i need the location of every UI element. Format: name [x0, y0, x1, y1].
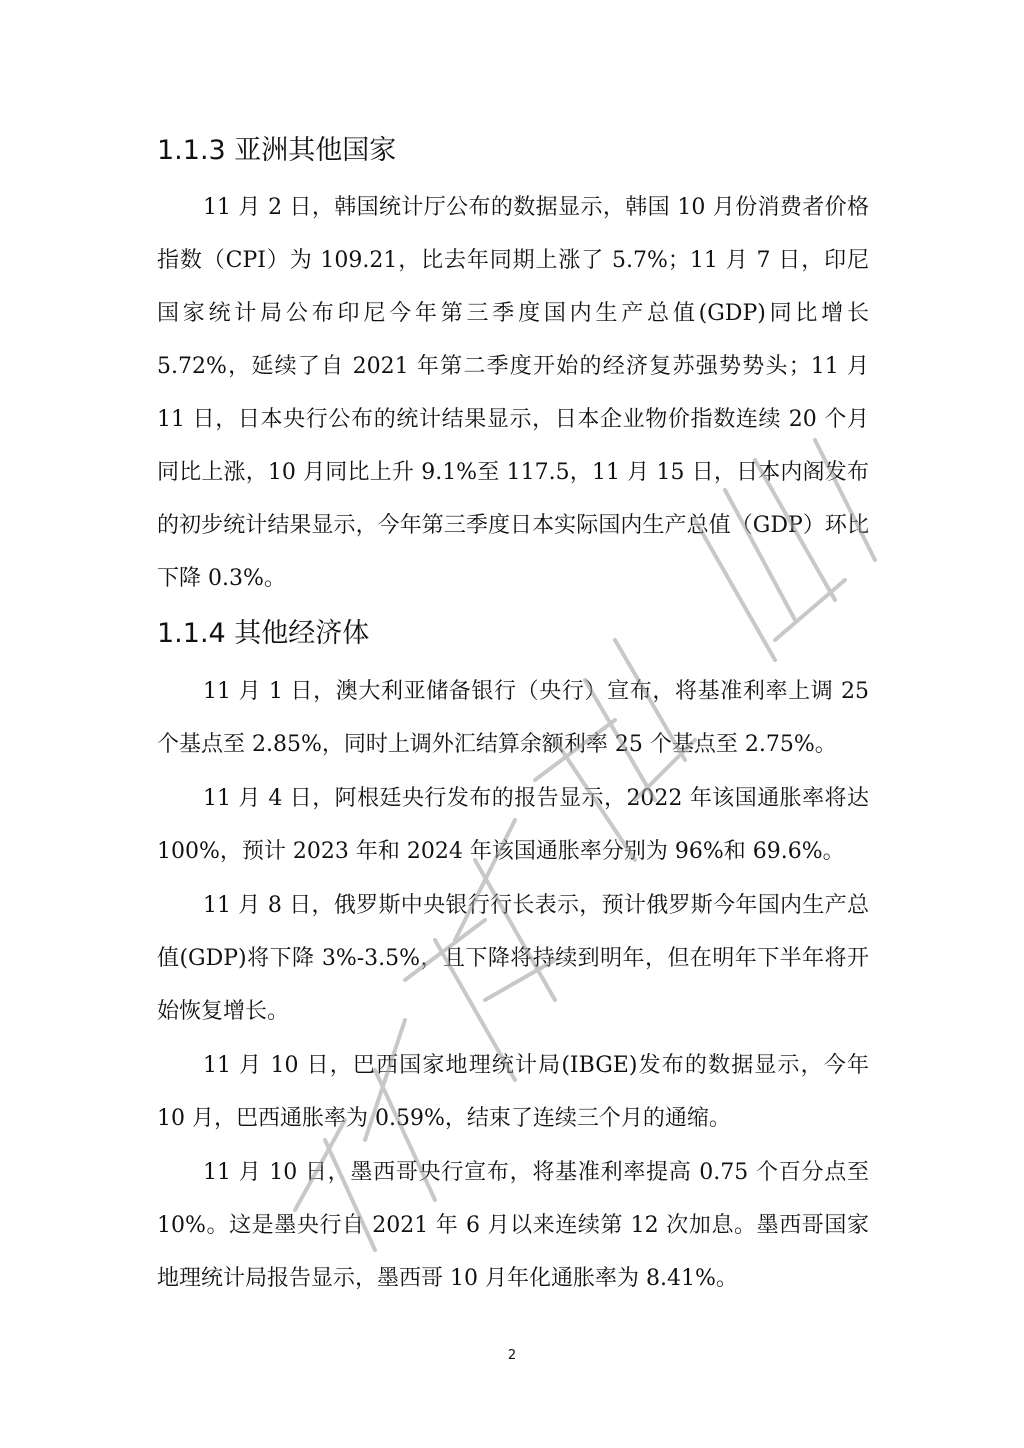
paragraph-russia: 11 月 8 日，俄罗斯中央银行行长表示，预计俄罗斯今年国内生产总值(GDP)将下降 3%-3.5%，且下降将持续到明年，但在明年下半年将开始恢复增长。 [157, 893, 869, 1024]
page-number: 2 [507, 1348, 517, 1363]
paragraph-argentina: 11 月 4 日，阿根廷央行发布的报告显示，2022 年该国通胀率将达 100%，预计 2023 年和 2024 年该国通胀率分别为 96%和 69.6%。 [157, 786, 869, 864]
paragraph-brazil: 11 月 10 日，巴西国家地理统计局(IBGE)发布的数据显示，今年 10 月，巴西通胀率为 0.59%，结束了连续三个月的通缩。 [157, 1053, 869, 1131]
paragraph-australia: 11 月 1 日，澳大利亚储备银行（央行）宣布，将基准利率上调 25 个基点至 2.85%，同时上调外汇结算余额利率 25 个基点至 2.75%。 [157, 679, 869, 757]
paragraph-mexico: 11 月 10 日，墨西哥央行宣布，将基准利率提高 0.75 个百分点至 10%。这是墨央行自 2021 年 6 月以来连续第 12 次加息。墨西哥国家地理统计局报告显示，墨西哥 10 月年化通胀率为 8.41%。 [157, 1160, 869, 1291]
section-heading-1-1-4: 1.1.4 其他经济体 [157, 618, 370, 649]
section-heading-1-1-3: 1.1.3 亚洲其他国家 [157, 135, 397, 166]
paragraph-asia-other: 11 月 2 日，韩国统计厅公布的数据显示，韩国 10 月份消费者价格指数（CPI）为 109.21，比去年同期上涨了 5.7%；11 月 7 日，印尼国家统计局公布印尼今年第三季度国内生产总值(GDP)同比增长 5.72%，延续了自 2021 年第二季度开始的经济复苏强势势头；11 月 11 日，日本央行公布的统计结果显示，日本企业物价指数连续 20 个月同比上涨，10 月同比上升 9.1%至 117.5，11 月 15 日，日本内阁发布的初步统计结果显示，今年第三季度日本实际国内生产总值（GDP）环比下降 0.3%。 [157, 195, 869, 591]
